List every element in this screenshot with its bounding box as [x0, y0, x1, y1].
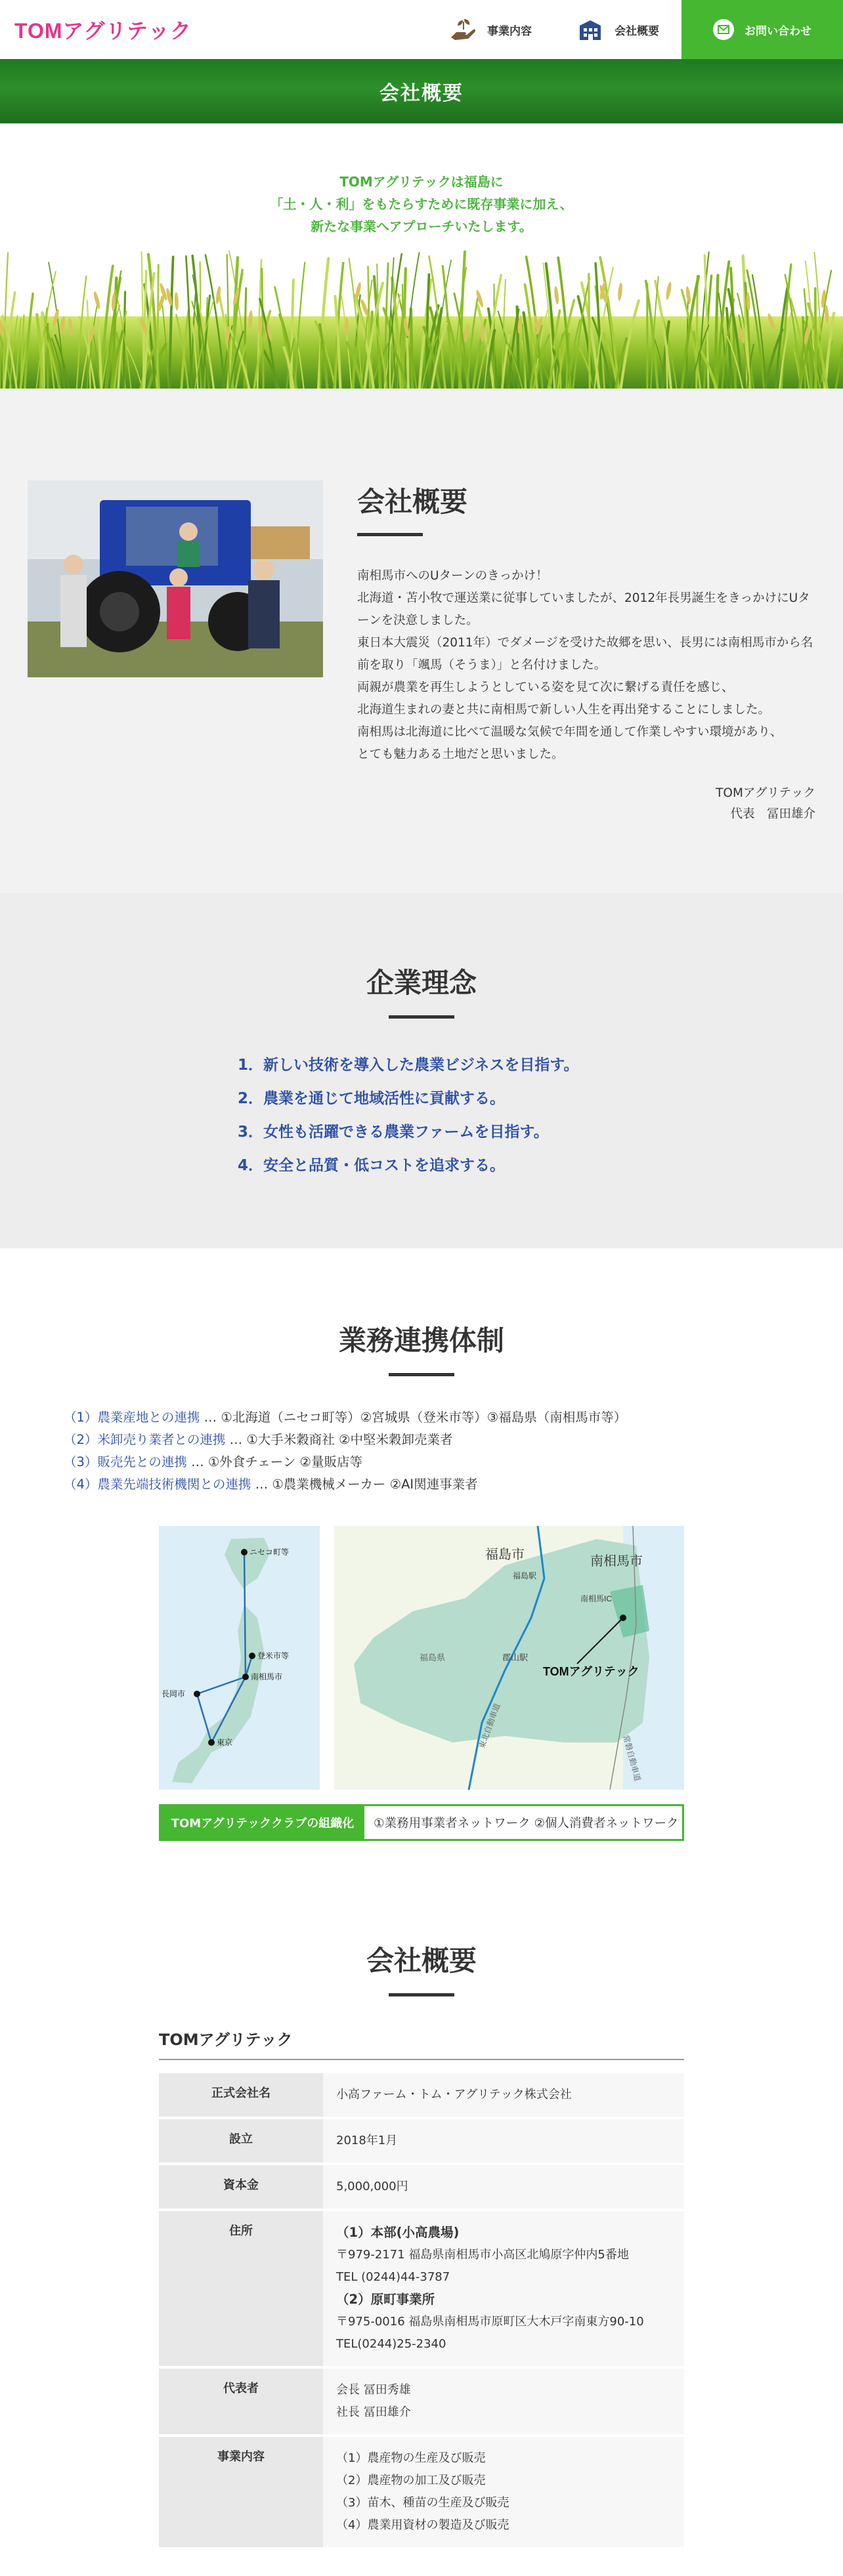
philosophy-item: 2．農業を通じて地域活性に貢献する。	[238, 1082, 605, 1116]
profile-row	[159, 2073, 684, 2117]
philosophy-item: 1．新しい技術を導入した農業ビジネスを目指す。	[238, 1049, 605, 1082]
profile-row-value	[323, 2119, 684, 2163]
map-label: 東京	[217, 1737, 232, 1747]
profile-value-line: 〒975-0016 福島県南相馬市原町区大木戸字南東方90-10	[336, 2311, 671, 2333]
philosophy-item: 4．安全と品質・低コストを追求する。	[238, 1149, 605, 1183]
map-label: 登米市等	[257, 1651, 289, 1660]
philosophy-section	[0, 893, 843, 1248]
contact-button[interactable]	[681, 0, 843, 59]
title-underline	[357, 533, 423, 536]
club-value: ①業務用事業者ネットワーク ②個人消費者ネットワーク	[364, 1806, 682, 1839]
hero-message	[0, 171, 843, 238]
rice-blade	[815, 288, 816, 389]
map-label: 南相馬市	[251, 1672, 282, 1681]
about-paragraph: 両親が農業を再生しようとしている姿を見て次に繋げる責任を感じ、	[357, 677, 815, 699]
map-label: 福島市	[485, 1547, 525, 1562]
profile-row	[159, 2369, 684, 2434]
philosophy-item: 3．女性も活躍できる農業ファームを目指す。	[238, 1116, 605, 1149]
hand-sprout-icon	[449, 17, 477, 42]
map-label: 福島駅	[513, 1571, 536, 1580]
profile-value-line: （4）農業用資材の製造及び販売	[336, 2514, 671, 2537]
profile-row-label: 設立	[159, 2119, 323, 2163]
philosophy-title: 企業理念	[0, 961, 843, 1001]
rice-grain	[553, 286, 559, 305]
about-paragraph: 東日本大震災（2011年）でダメージを受けた故郷を思い、長男には南相馬市から名前を取り「颯馬（そうま）」と名付けました。	[357, 632, 815, 677]
cooperation-list	[64, 1406, 779, 1496]
profile-value-line: 5,000,000円	[336, 2176, 671, 2198]
profile-value-line: （3）苗木、種苗の生産及び販売	[336, 2492, 671, 2514]
cooperation-item	[64, 1406, 779, 1429]
profile-row-value	[323, 2073, 684, 2117]
profile-row-label: 代表者	[159, 2369, 323, 2434]
cooperation-item-detail: … ①農業機械メーカー ②AI関連事業者	[251, 1477, 477, 1492]
about-paragraph: 北海道・苫小牧で運送業に従事していましたが、2012年長男誕生をきっかけにUターンを決意しました。	[357, 587, 815, 632]
about-paragraph: とても魅力ある土地だと思いました。	[357, 744, 815, 766]
cooperation-item-detail: … ①北海道（ニセコ町等）②宮城県（登米市等）③福島県（南相馬市等）	[200, 1410, 626, 1425]
cooperation-item	[64, 1451, 779, 1473]
page-title-banner	[0, 59, 843, 123]
maps-container	[159, 1526, 684, 1790]
profile-row-label: 正式会社名	[159, 2073, 323, 2117]
about-text	[357, 480, 815, 825]
map-label: ニセコ町等	[249, 1548, 289, 1557]
cooperation-item-detail: … ①大手米穀商社 ②中堅米穀卸売業者	[225, 1432, 452, 1447]
club-label: TOMアグリテッククラブの組織化	[161, 1806, 364, 1839]
profile-value-line: （2）原町事業所	[336, 2289, 671, 2311]
building-icon	[576, 17, 604, 42]
profile-subtitle: TOMアグリテック	[159, 2027, 684, 2060]
profile-title: 会社概要	[0, 1939, 843, 1979]
map-label: TOMアグリテック	[543, 1665, 639, 1678]
site-logo[interactable]: TOMアグリテック	[14, 14, 192, 45]
profile-value-line: TEL(0244)25-2340	[336, 2333, 671, 2355]
profile-value-line: 〒979-2171 福島県南相馬市小高区北鳩原字仲内5番地	[336, 2244, 671, 2266]
title-underline	[389, 1993, 454, 1996]
hero-line: TOMアグリテックは福島に	[0, 171, 843, 193]
rice-blade	[407, 339, 408, 389]
profile-table	[159, 2071, 684, 2550]
cooperation-item-head: （4）農業先端技術機関との連携	[64, 1477, 251, 1492]
map-label: 常磐自動車道	[621, 1734, 643, 1782]
map-label: 南相馬IC	[580, 1594, 612, 1603]
map-label: 長岡市	[162, 1689, 185, 1699]
map-label: 福島県	[420, 1653, 445, 1662]
rice-blade	[411, 309, 412, 389]
profile-row-value	[323, 2437, 684, 2547]
profile-value-line: （1）農産物の生産及び販売	[336, 2447, 671, 2470]
title-underline	[389, 1015, 454, 1019]
rice-grain	[685, 286, 692, 305]
contact-label: お問い合わせ	[745, 22, 811, 38]
tractor-family-photo	[28, 480, 323, 677]
cooperation-item-head: （2）米卸売り業者との連携	[64, 1432, 225, 1447]
hero-section	[0, 123, 843, 389]
philosophy-list	[238, 1049, 605, 1183]
rice-blade	[589, 274, 590, 389]
profile-row-label: 資本金	[159, 2165, 323, 2208]
site-header	[0, 0, 843, 59]
rice-grain	[174, 292, 179, 310]
signature-company: TOMアグリテック	[357, 783, 815, 804]
profile-row-label: 事業内容	[159, 2437, 323, 2547]
cooperation-section	[0, 1248, 843, 1939]
nav-business-label: 事業内容	[487, 22, 532, 38]
about-paragraph: 南相馬市へのUターンのきっかけ！	[357, 565, 815, 587]
rice-blade	[158, 265, 159, 389]
cooperation-item	[64, 1473, 779, 1496]
profile-row	[159, 2119, 684, 2163]
rice-blade	[320, 340, 321, 389]
profile-row-value	[323, 2165, 684, 2208]
profile-value-line: （2）農産物の加工及び販売	[336, 2470, 671, 2492]
profile-row-value	[323, 2211, 684, 2366]
cooperation-item-head: （3）販売先との連携	[64, 1454, 187, 1469]
page-title: 会社概要	[379, 77, 464, 106]
about-title: 会社概要	[357, 480, 815, 520]
profile-value-line: 小高ファーム・トム・アグリテック株式会社	[336, 2084, 671, 2106]
rice-field-image	[0, 218, 843, 389]
nav-business[interactable]	[427, 0, 554, 59]
profile-section	[0, 1939, 843, 2576]
fukushima-map	[334, 1526, 684, 1790]
nav-company-label: 会社概要	[615, 22, 659, 38]
japan-map	[159, 1526, 320, 1790]
profile-value-line: 会長 冨田秀雄	[336, 2379, 671, 2401]
rice-blade	[560, 349, 561, 389]
about-section	[0, 389, 843, 893]
map-label: 南相馬市	[590, 1553, 643, 1569]
main-nav	[427, 0, 843, 59]
profile-row-label: 住所	[159, 2211, 323, 2366]
mail-icon	[713, 19, 734, 40]
signature-name: 代表 冨田雄介	[357, 804, 815, 825]
profile-row	[159, 2211, 684, 2366]
profile-value-line: TEL (0244)44-3787	[336, 2266, 671, 2289]
rice-grain	[617, 282, 623, 301]
profile-value-line: 2018年1月	[336, 2130, 671, 2152]
cooperation-item-head: （1）農業産地との連携	[64, 1410, 200, 1425]
hero-line: 「土・人・利」をもたらすために既存事業に加え、	[0, 193, 843, 215]
map-label: 郡山駅	[502, 1653, 528, 1662]
cooperation-item-detail: … ①外食チェーン ②量販店等	[187, 1454, 362, 1469]
profile-value-line: 社長 冨田雄介	[336, 2401, 671, 2424]
rice-grain	[665, 282, 672, 301]
profile-row-value	[323, 2369, 684, 2434]
profile-value-line: （1）本部(小高農場)	[336, 2222, 671, 2244]
profile-row	[159, 2165, 684, 2208]
cooperation-title: 業務連携体制	[0, 1319, 843, 1359]
title-underline	[389, 1373, 454, 1376]
rice-blade	[517, 306, 519, 389]
signature	[357, 783, 815, 825]
about-paragraph: 北海道生まれの妻と共に南相馬で新しい人生を再出発することにしました。	[357, 699, 815, 721]
club-box	[159, 1804, 684, 1841]
profile-row	[159, 2437, 684, 2547]
nav-company[interactable]	[554, 0, 681, 59]
hero-line: 新たな事業へアプローチいたします。	[0, 215, 843, 238]
map-label: 東北自動車道	[477, 1702, 502, 1750]
about-paragraph: 南相馬は北海道に比べて温暖な気候で年間を通して作業しやすい環境があり、	[357, 721, 815, 744]
cooperation-item	[64, 1429, 779, 1451]
rice-grain	[354, 282, 362, 301]
